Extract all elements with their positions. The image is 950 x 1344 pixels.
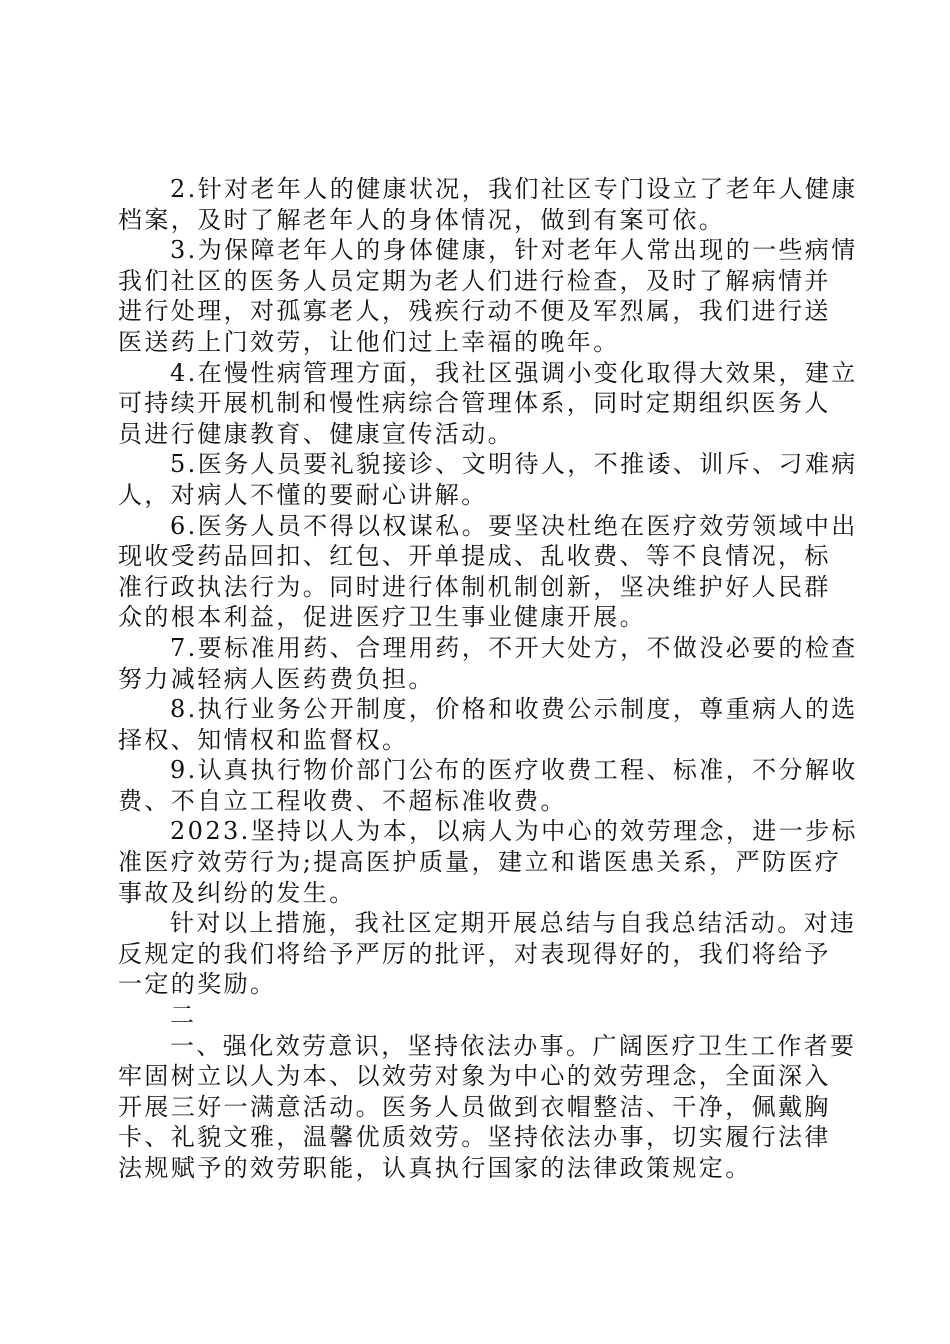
text-line: 5.医务人员要礼貌接诊、文明待人，不推诿、训斥、刁难病: [170, 450, 858, 479]
text-line: 2023.坚持以人为本，以病人为中心的效劳理念，进一步标: [170, 817, 858, 846]
text-line: 反规定的我们将给予严厉的批评，对表现得好的，我们将给予: [118, 939, 831, 968]
text-line: 员进行健康教育、健康宣传活动。: [118, 419, 514, 448]
paragraph: [118, 449, 858, 510]
text-line: 档案，及时了解老年人的身体情况，做到有案可依。: [118, 205, 726, 234]
text-line: 6.医务人员不得以权谋私。要坚决杜绝在医疗效劳领域中出: [170, 511, 858, 540]
paragraph: [118, 694, 858, 755]
document-body: [118, 174, 858, 1184]
text-line: 3.为保障老年人的身体健康，针对老年人常出现的一些病情: [170, 236, 858, 265]
text-line: 针对以上措施，我社区定期开展总结与自我总结活动。对违: [170, 909, 857, 938]
paragraph: [118, 1031, 857, 1184]
paragraph: [118, 816, 858, 908]
text-line: 众的根本利益，促进医疗卫生事业健康开展。: [118, 603, 646, 632]
text-line: 人，对病人不懂的要耐心讲解。: [118, 480, 488, 509]
text-line: 可持续开展机制和慢性病综合管理体系，同时定期组织医务人: [118, 389, 831, 418]
text-line: 二: [170, 1001, 197, 1030]
text-line: 一定的奖励。: [118, 970, 277, 999]
paragraph: [118, 1000, 838, 1031]
text-line: 择权、知情权和监督权。: [118, 725, 409, 754]
text-line: 9.认真执行物价部门公布的医疗收费工程、标准，不分解收: [170, 756, 858, 785]
paragraph: [118, 633, 858, 694]
paragraph: [118, 174, 858, 235]
paragraph: [118, 235, 858, 357]
text-line: 7.要标准用药、合理用药，不开大处方，不做没必要的检查: [170, 633, 858, 662]
text-line: 努力减轻病人医药费负担。: [118, 664, 435, 693]
text-line: 我们社区的医务人员定期为老人们进行检查，及时了解病情并: [118, 266, 831, 295]
text-line: 卡、礼貌文雅，温馨优质效劳。坚持依法办事，切实履行法律: [118, 1123, 831, 1152]
text-line: 准医疗效劳行为;提高医护质量，建立和谐医患关系，严防医疗: [118, 848, 842, 877]
text-line: 医送药上门效劳，让他们过上幸福的晚年。: [118, 327, 620, 356]
text-line: 现收受药品回扣、红包、开单提成、乱收费、等不良情况，标: [118, 542, 831, 571]
paragraph: [118, 908, 857, 1000]
paragraph: [118, 358, 858, 450]
text-line: 准行政执法行为。同时进行体制机制创新，坚决维护好人民群: [118, 572, 831, 601]
text-line: 2.针对老年人的健康状况，我们社区专门设立了老年人健康: [170, 175, 858, 203]
text-line: 开展三好一满意活动。医务人员做到衣帽整洁、干净，佩戴胸: [118, 1092, 831, 1121]
text-line: 事故及纠纷的发生。: [118, 878, 356, 907]
text-line: 一、强化效劳意识，坚持依法办事。广阔医疗卫生工作者要: [170, 1031, 857, 1060]
text-line: 费、不自立工程收费、不超标准收费。: [118, 786, 567, 815]
text-line: 8.执行业务公开制度，价格和收费公示制度，尊重病人的选: [170, 695, 858, 724]
paragraph: [118, 755, 858, 816]
text-line: 进行处理，对孤寡老人，残疾行动不便及军烈属，我们进行送: [118, 297, 831, 326]
text-line: 牢固树立以人为本、以效劳对象为中心的效劳理念，全面深入: [118, 1062, 831, 1091]
text-line: 法规赋予的效劳职能，认真执行国家的法律政策规定。: [118, 1154, 752, 1182]
text-line: 4.在慢性病管理方面，我社区强调小变化取得大效果，建立: [170, 358, 858, 387]
paragraph: [118, 511, 858, 633]
